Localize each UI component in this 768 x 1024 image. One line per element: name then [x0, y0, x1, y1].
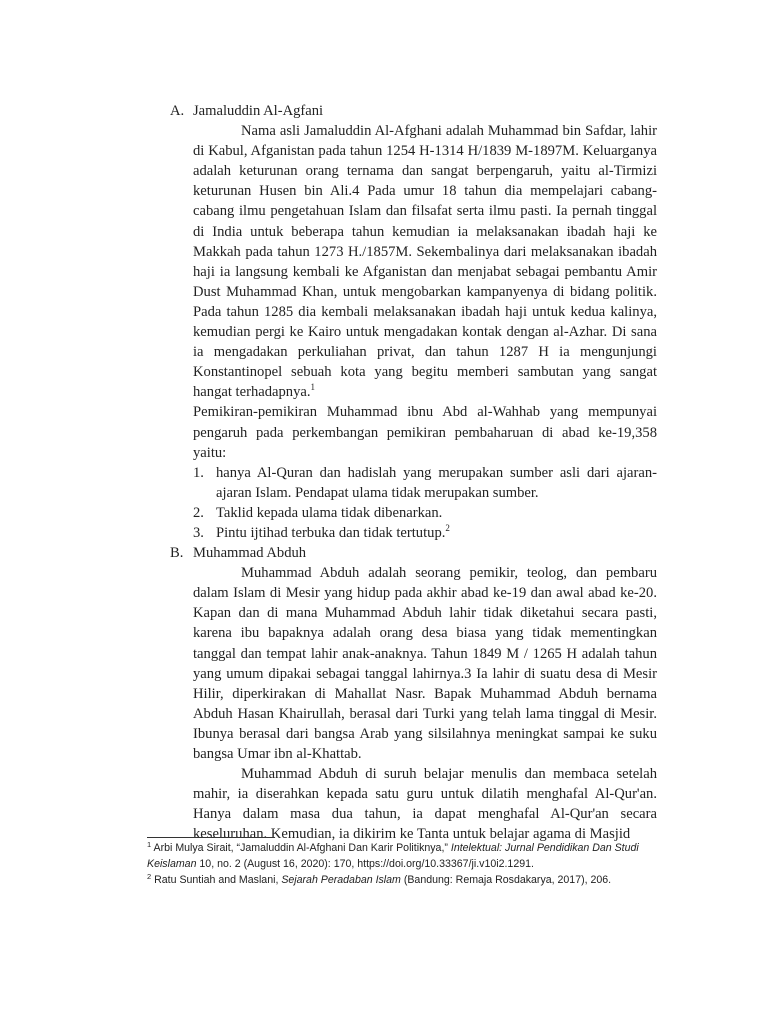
section-b-paragraph-1: [193, 563, 657, 764]
footnote-1: [147, 840, 667, 872]
section-a-letter: A.: [170, 103, 185, 119]
footnote-text: Ratu Suntiah and Maslani,: [154, 874, 282, 886]
footnote-2: [147, 872, 667, 888]
footnote-ref-2: 2: [445, 522, 450, 533]
section-b-paragraph-2-text: Muhammad Abduh di suruh belajar menulis dan membaca setelah mahir, ia diserahkan kepada satu guru untuk dilatih menghafal Al-Qur'an. Hanya dalam masa dua tahun, ia dapat menghafal Al-Qur'an secara keseluruhan. Kemudian, ia dikirim ke Tanta untuk belajar agama di Masjid: [193, 766, 657, 843]
footnote-title: Intelektual: Jurnal Pendidikan Dan Studi Keislaman: [147, 842, 639, 870]
list-item-text: Taklid kepada ulama tidak dibenarkan.: [216, 504, 443, 521]
section-b-heading: [0, 543, 768, 563]
list-number: 1.: [193, 464, 204, 481]
list-item-text: hanya Al-Quran dan hadislah yang merupakan sumber asli dari ajaran-ajaran Islam. Pendapat ulama tidak merupakan sumber.: [216, 464, 657, 501]
footnote-ref-1: 1: [310, 382, 316, 393]
footnote-title: Sejarah Peradaban Islam: [281, 874, 401, 886]
footnotes: [147, 840, 667, 888]
footnote-number: 2: [147, 872, 152, 881]
footnote-number: 1: [147, 840, 152, 849]
section-b-paragraph-1-text: Muhammad Abduh adalah seorang pemikir, teolog, dan pembaru dalam Islam di Mesir yang hidup pada akhir abad ke-19 dan awal abad ke-20. Kapan dan di mana Muhammad Abduh lahir tidak diketahui secara pasti, karena ibu bapaknya adalah orang desa biasa yang tidak mementingkan tanggal dan tempat lahir anak-anaknya. Tahun 1849 M / 1265 H adalah tahun yang umum dipakai sebagai tanggal lahirnya.3 Ia lahir di suatu desa di Mesir Hilir, diperkirakan di Mahallat Nasr. Bapak Muhammad Abduh bernama Abduh Hasan Khairullah, berasal dari Turki yang telah lama tinggal di Mesir. Ibunya berasal dari bangsa Arab yang silsilahnya meningkat sampai ke suku bangsa Umar ibn al-Khattab.: [193, 565, 657, 762]
section-b-letter: B.: [170, 545, 184, 562]
section-b-title: Muhammad Abduh: [193, 545, 307, 562]
footnote-separator: [147, 837, 275, 838]
section-a-paragraph-2-text: Pemikiran-pemikiran Muhammad ibnu Abd al-Wahhab yang mempunyai pengaruh pada perkembangan pemikiran pembaharuan di abad ke-19,358 yaitu:: [193, 404, 657, 461]
list-number: 3.: [193, 524, 204, 541]
section-a-title: Jamaluddin Al-Agfani: [193, 103, 324, 119]
list-item-text: Pintu ijtihad terbuka dan tidak tertutup.: [216, 524, 446, 541]
list-item: [193, 463, 657, 503]
list-item: [193, 522, 657, 543]
footnote-text: (Bandung: Remaja Rosdakarya, 2017), 206.: [400, 874, 612, 886]
main-text: [0, 101, 768, 844]
footnote-text: 10, no. 2 (August 16, 2020): 170, https://doi.org/10.33367/ji.v10i2.1291.: [196, 858, 534, 870]
section-a-heading: [0, 101, 768, 121]
list-number: 2.: [193, 504, 204, 521]
section-a-paragraph-1-text: Nama asli Jamaluddin Al-Afghani adalah Muhammad bin Safdar, lahir di Kabul, Afganistan pada tahun 1254 H-1314 H/1839 M-1897M. Keluarganya adalah keturunan orang ternama dan sangat berpengaruh, yaitu al-Tirmizi keturunan Husen bin Ali.4 Pada umur 18 tahun dia mempelajari cabang-cabang ilmu pengetahuan Islam dan filsafat serta ilmu pasti. Ia pernah tinggal di India untuk beberapa tahun kemudian ia melaksanakan ibadah haji ke Makkah pada tahun 1273 H./1857M. Sekembalinya dari melaksanakan ibadah haji ia langsung kembali ke Afganistan dan menjabat sebagai pembantu Amir Dust Muhammad Khan, untuk mengobarkan kampanyenya di bidang politik. Pada tahun 1285 dia kembali melaksanakan ibadah haji untuk kedua kalinya, kemudian pergi ke Kairo untuk mengadakan kontak dengan al-Azhar. Di sana ia mengadakan perkuliahan privat, dan tahun 1287 H ia mengunjungi Konstantinopel sebuah kota yang begitu memberi sambutan yang sangat hangat terhadapnya.: [193, 123, 657, 401]
section-a-paragraph-1: [193, 121, 657, 402]
section-b-paragraph-2: [193, 764, 657, 844]
footnote-text: Arbi Mulya Sirait, “Jamaluddin Al-Afghani Dan Karir Politiknya,”: [153, 842, 451, 854]
section-a-paragraph-2: [193, 402, 657, 462]
list-item: [193, 503, 657, 523]
